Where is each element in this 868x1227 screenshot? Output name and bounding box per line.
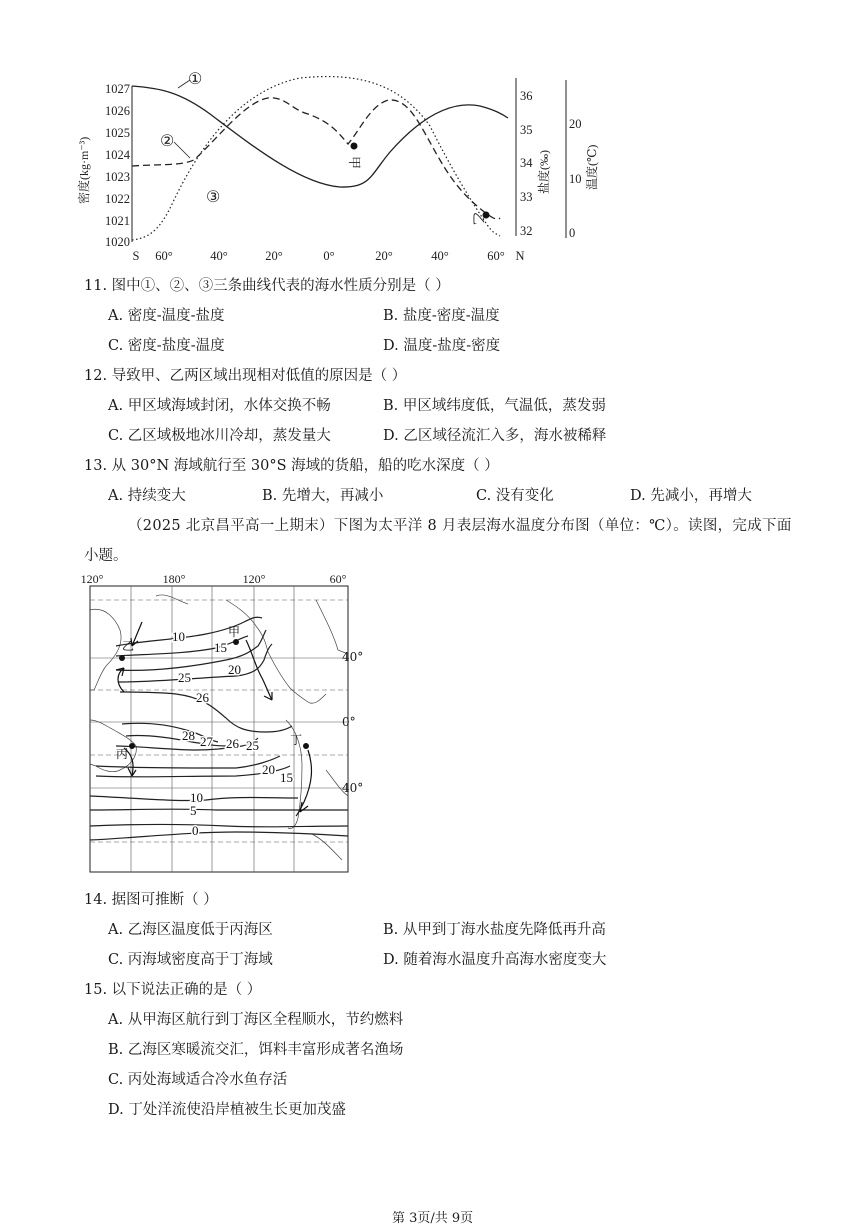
question-15-stem: 15. 以下说法正确的是（ ）	[84, 982, 262, 998]
place-jia-label: 甲	[228, 625, 241, 639]
isotherm-label: 27	[200, 734, 213, 749]
salinity-tick: 36	[520, 89, 533, 103]
latitude-tick: 40°	[431, 249, 449, 263]
q12-option-b[interactable]: B. 甲区域纬度低，气温低，蒸发弱	[383, 398, 606, 414]
q15-option-a[interactable]: A. 从甲海区航行到丁海区全程顺水，节约燃料	[108, 1012, 404, 1028]
latitude-tick: 60°	[155, 249, 173, 263]
isotherm-label: 10	[190, 790, 203, 805]
latitude-tick: 60°	[487, 249, 505, 263]
longitude-label: 60°	[329, 572, 347, 586]
isotherm-label: 25	[178, 670, 191, 685]
q13-option-c[interactable]: C. 没有变化	[476, 488, 554, 504]
question-13-stem: 13. 从 30°N 海域航行至 30°S 海域的货船，船的吃水深度（ ）	[84, 458, 499, 474]
salinity-tick: 34	[520, 156, 533, 170]
density-tick: 1022	[105, 192, 130, 206]
q14-option-a[interactable]: A. 乙海区温度低于丙海区	[108, 922, 273, 938]
top-longitude-labels	[81, 572, 347, 586]
ocean-properties-chart	[70, 66, 610, 266]
latitude-label: 40°	[342, 650, 364, 664]
latitude-tick: 20°	[375, 249, 393, 263]
latitude-label: 40°	[342, 781, 364, 795]
temperature-tick: 0	[569, 226, 576, 240]
salinity-axis-title: 盐度(‰)	[537, 150, 551, 194]
latitude-tick: N	[515, 249, 525, 263]
curve-temperature	[132, 77, 500, 240]
place-bing-label: 丙	[116, 747, 129, 761]
density-tick: 1021	[105, 214, 130, 228]
q14-option-c[interactable]: C. 丙海域密度高于丁海域	[108, 952, 273, 968]
q13-option-d[interactable]: D. 先减小，再增大	[630, 488, 752, 504]
q11-option-d[interactable]: D. 温度-盐度-密度	[383, 338, 501, 354]
density-tick: 1024	[105, 148, 130, 162]
curve-label-3: ③	[206, 189, 221, 206]
salinity-tick: 35	[520, 123, 533, 137]
salinity-tick-labels	[520, 89, 533, 238]
isotherm-label: 0	[192, 823, 199, 838]
curve-salinity	[132, 98, 500, 219]
point-jia-marker	[351, 143, 358, 150]
latitude-tick: 20°	[265, 249, 283, 263]
isotherm-label: 10	[172, 629, 185, 644]
isotherm-label: 25	[246, 738, 259, 753]
latitude-tick: S	[132, 249, 140, 263]
density-axis-title: 密度(kg·m⁻³)	[77, 136, 91, 204]
density-tick: 1026	[105, 104, 130, 118]
intro-line-2: 小题。	[84, 548, 128, 564]
density-tick: 1023	[105, 170, 130, 184]
isotherm-label: 20	[228, 662, 241, 677]
q12-option-c[interactable]: C. 乙区域极地冰川冷却，蒸发量大	[108, 428, 331, 444]
point-yi-label: 乙	[471, 212, 486, 226]
place-yi-label: 乙	[122, 639, 135, 653]
isotherm-label: 5	[190, 803, 197, 818]
q13-option-a[interactable]: A. 持续变大	[108, 488, 186, 504]
q14-option-d[interactable]: D. 随着海水温度升高海水密度变大	[383, 952, 607, 968]
place-bing-marker	[129, 743, 135, 749]
q15-option-b[interactable]: B. 乙海区寒暖流交汇，饵料丰富形成著名渔场	[108, 1042, 404, 1058]
intro-line-1: （2025 北京昌平高一上期末）下图为太平洋 8 月表层海水温度分布图（单位：℃）。读图，完成下面	[128, 518, 792, 534]
q15-option-c[interactable]: C. 丙处海域适合冷水鱼存活	[108, 1072, 288, 1088]
isotherm-label: 15	[214, 640, 227, 655]
curve-label-2: ②	[160, 133, 175, 150]
q15-option-d[interactable]: D. 丁处洋流使沿岸植被生长更加茂盛	[108, 1102, 346, 1118]
place-ding-marker	[303, 743, 309, 749]
q12-option-a[interactable]: A. 甲区域海域封闭，水体交换不畅	[108, 398, 331, 414]
latitude-tick-labels	[133, 249, 525, 263]
isotherm-label: 20	[262, 762, 275, 777]
place-ding-label: 丁	[290, 733, 303, 747]
latitude-tick: 0°	[323, 249, 335, 263]
q11-option-a[interactable]: A. 密度-温度-盐度	[108, 308, 225, 324]
density-tick: 1020	[105, 235, 130, 249]
question-14-stem: 14. 据图可推断（ ）	[84, 892, 218, 908]
q13-option-b[interactable]: B. 先增大，再减小	[262, 488, 384, 504]
density-tick-labels	[105, 82, 131, 249]
density-tick: 1025	[105, 126, 130, 140]
isotherm-label: 15	[280, 770, 293, 785]
q12-option-d[interactable]: D. 乙区域径流汇入多，海水被稀释	[383, 428, 607, 444]
isotherm-label: 28	[182, 728, 195, 743]
salinity-tick: 32	[520, 224, 533, 238]
place-jia-marker	[233, 639, 239, 645]
point-jia-label: 甲	[347, 156, 362, 170]
longitude-label: 120°	[242, 572, 266, 586]
question-11-stem: 11. 图中①、②、③三条曲线代表的海水性质分别是（ ）	[84, 278, 450, 294]
latitude-label: 0°	[342, 715, 356, 729]
longitude-label: 180°	[162, 572, 186, 586]
pacific-sst-map	[76, 570, 366, 878]
isotherm-label: 26	[196, 690, 209, 705]
q11-option-b[interactable]: B. 盐度-密度-温度	[383, 308, 500, 324]
curve-label-1: ①	[188, 71, 203, 88]
temperature-tick: 10	[569, 172, 582, 186]
temperature-tick-labels	[569, 117, 582, 240]
page-number: 第 3页/共 9页	[392, 1211, 474, 1226]
temperature-axis-title: 温度(℃)	[585, 144, 599, 190]
place-yi-marker	[119, 655, 125, 661]
q14-option-b[interactable]: B. 从甲到丁海水盐度先降低再升高	[383, 922, 606, 938]
density-tick: 1027	[105, 82, 130, 96]
latitude-tick: 40°	[210, 249, 228, 263]
salinity-tick: 33	[520, 190, 533, 204]
isotherm-label: 26	[226, 736, 239, 751]
longitude-label: 120°	[80, 572, 104, 586]
question-12-stem: 12. 导致甲、乙两区域出现相对低值的原因是（ ）	[84, 368, 407, 384]
temperature-tick: 20	[569, 117, 582, 131]
q11-option-c[interactable]: C. 密度-盐度-温度	[108, 338, 225, 354]
